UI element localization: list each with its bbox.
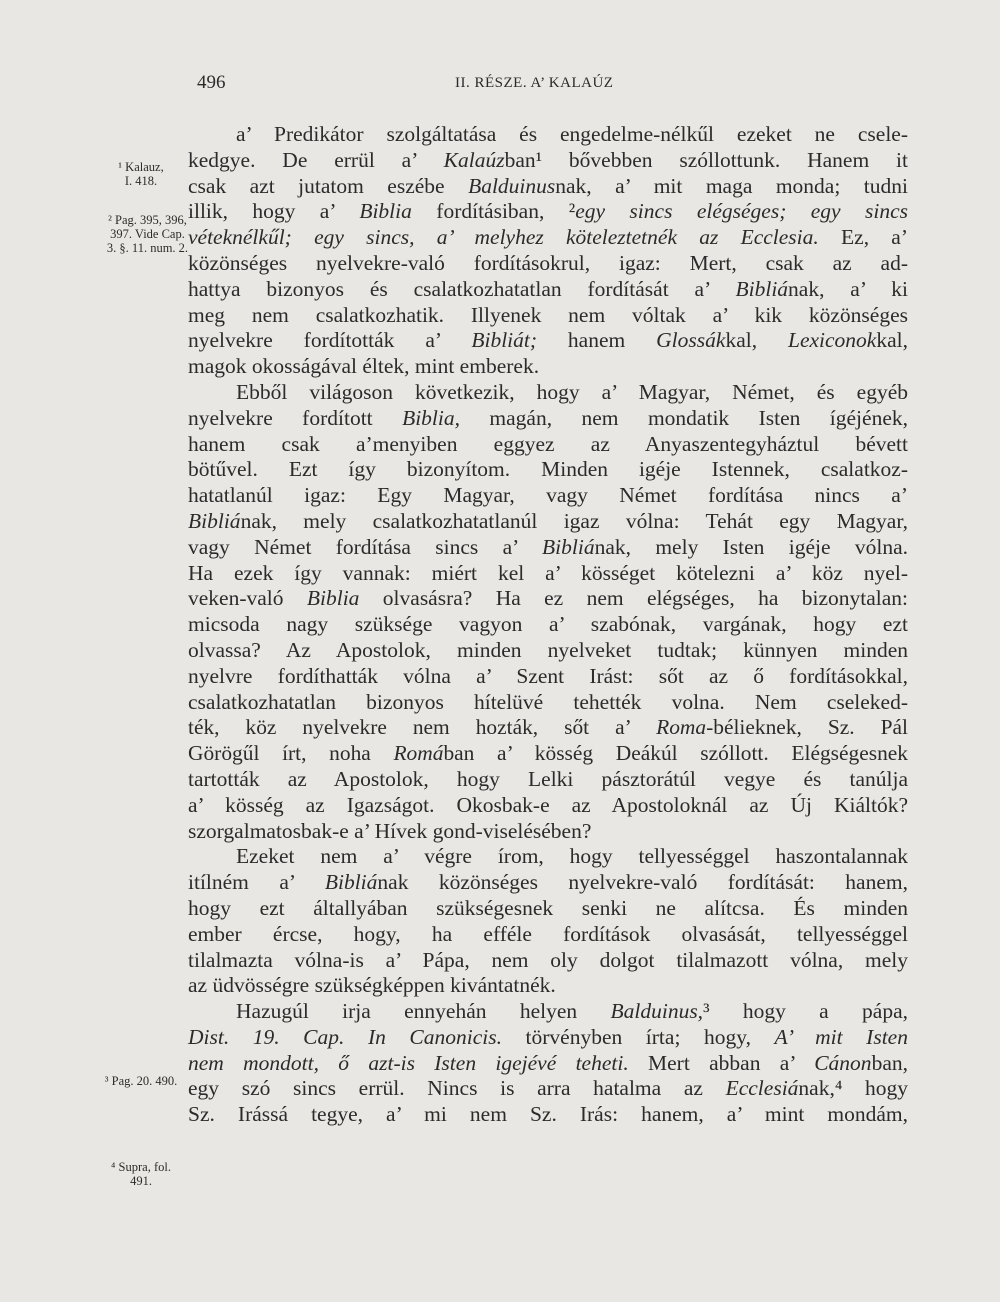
italic-run: Biblia [359, 199, 412, 224]
text-run: ték, köz nyelvekre nem hozták, sőt a’ [188, 715, 657, 740]
text-run: magok okosságával éltek, mint emberek. [188, 354, 540, 379]
margin-note-line: ³ Pag. 20. 490. [104, 1074, 178, 1088]
text-run: vagy Német fordítása sincs a’ [188, 534, 543, 559]
italic-run: Kalaúz [443, 147, 505, 172]
text-run: ban a’ kösség Deákúl szóllott. Elégségesnek [443, 741, 909, 766]
text-line [188, 277, 908, 303]
text-run: szorgalmatosbak-e a’ Hívek gond-viselésében? [188, 818, 592, 843]
text-line [188, 432, 908, 458]
text-run: hogy ezt általlyában szükségesnek senki ne alítcsa. És minden [188, 895, 908, 920]
text-line [188, 1076, 908, 1102]
text-line [188, 122, 908, 148]
text-line [188, 819, 908, 845]
text-line [188, 793, 908, 819]
text-line [188, 973, 908, 999]
italic-run: Romá [393, 741, 444, 766]
text-line [188, 199, 908, 225]
text-run: csak azt jutatom eszébe [188, 173, 469, 198]
text-line [188, 380, 908, 406]
text-line [188, 148, 908, 174]
text-run: nak közönséges nyelvekre-való fordítását: hanem, [377, 870, 908, 895]
text-run: egy szó sincs errül. Nincs is arra hatalma az [188, 1076, 726, 1101]
text-run: hanem csak a’menyiben eggyez az Anyaszentegyháztul bévett [188, 431, 908, 456]
text-run: bötűvel. Ezt így bizonyítom. Minden igéje Istennek, csalatkoz- [188, 457, 908, 482]
text-line [188, 1102, 908, 1128]
text-run: olvassa? Az Apostolok, minden nyelveket tudtak; künnyen minden [188, 637, 908, 662]
text-run: ban, [871, 1050, 908, 1075]
margin-note-line: I. 418. [124, 174, 158, 188]
text-run: Hazugúl irja ennyehán helyen [236, 999, 611, 1024]
italic-run: nem mondott, ő azt-is Isten igejévé teheti. [188, 1050, 629, 1075]
text-run: illik, hogy a’ [188, 199, 360, 224]
text-run: Ezeket nem a’ végre írom, hogy tellyességgel haszontalannak [236, 844, 908, 869]
text-line [188, 612, 908, 638]
text-run: nyelvre fordíthatták vólna a’ Szent Irást: sőt az ő fordításokkal, [188, 663, 908, 688]
text-line [188, 896, 908, 922]
text-line [188, 948, 908, 974]
italic-run: Bibliá [188, 508, 241, 533]
margin-note-1 [100, 160, 182, 188]
margin-note-line: 397. Vide Cap. [110, 227, 185, 241]
text-run: nak, mely Isten igéje vólna. [594, 534, 908, 559]
running-title: II. RÉSZE. A’ KALAÚZ [455, 75, 614, 91]
text-run: magán, nem mondatik Isten ígéjének, [460, 405, 908, 430]
italic-run: Dist. 19. Cap. In Canonicis. [188, 1024, 502, 1049]
margin-note-4 [100, 1160, 182, 1188]
text-line [188, 1051, 908, 1077]
text-line [188, 457, 908, 483]
text-line [188, 664, 908, 690]
italic-run: Biblia, [402, 405, 460, 430]
text-run: tilalmazta vólna-is a’ Pápa, nem oly dolgot tilalmazott vólna, mely [188, 947, 908, 972]
italic-run: Roma [656, 715, 707, 740]
italic-run: Glossák [656, 328, 726, 353]
text-run: itílném a’ [188, 870, 325, 895]
margin-note-line: ² Pag. 395, 396, [108, 213, 187, 227]
text-line [188, 638, 908, 664]
italic-run: Cánon [814, 1050, 872, 1075]
text-line [188, 870, 908, 896]
text-run: hatatlanúl igaz: Egy Magyar, vagy Német fordítása nincs a’ [188, 483, 908, 508]
body-text [188, 122, 908, 1128]
text-line [188, 174, 908, 200]
text-run: nak, a’ ki [788, 276, 908, 301]
text-run: kal, [725, 328, 788, 353]
text-line [188, 483, 908, 509]
text-run: csalatkozhatatlan bizonyos hítelüvé tehették volna. Nem cseleked- [188, 689, 908, 714]
margin-note-2 [100, 213, 195, 255]
text-run: meg nem csalatkozhatik. Illyenek nem vóltak a’ kik közönséges [188, 302, 908, 327]
text-line [188, 303, 908, 329]
text-run: Mert abban a’ [628, 1050, 815, 1075]
text-run: nyelvekre fordított [188, 405, 403, 430]
text-run: a’ kösség az Igazságot. Okosbak-e az Apostoloknál az Új Kiáltók? [188, 792, 908, 817]
text-line [188, 328, 908, 354]
text-line [188, 999, 908, 1025]
text-run: veken-való [188, 586, 307, 611]
italic-run: Bibliát; [471, 328, 538, 353]
text-line [188, 251, 908, 277]
text-line [188, 354, 908, 380]
italic-run: Bibliá [324, 870, 378, 895]
text-run: -bélieknek, Sz. Pál [706, 715, 908, 740]
text-line [188, 535, 908, 561]
text-run: törvényben írta; hogy, [501, 1024, 775, 1049]
text-run: nyelvekre fordították a’ [188, 328, 472, 353]
text-line [188, 844, 908, 870]
text-line [188, 690, 908, 716]
italic-run: Balduinus, [610, 999, 704, 1024]
text-run: ember ércse, hogy, ha efféle fordítások olvasását, tellyességgel [188, 921, 908, 946]
text-run: olvasásra? Ha ez nem elégséges, ha bizonytalan: [359, 586, 908, 611]
text-line [188, 406, 908, 432]
text-run: nak, a’ mit maga monda; tudni [555, 173, 908, 198]
margin-note-line: 491. [130, 1174, 152, 1188]
margin-note-3 [100, 1074, 182, 1088]
text-run: micsoda nagy szüksége vagyon a’ szabónak, vargának, hogy ezt [188, 612, 908, 637]
text-line [188, 767, 908, 793]
margin-note-line: 3. §. 11. num. 2. [106, 241, 189, 255]
italic-run: Biblia [306, 586, 360, 611]
italic-run: A’ mit Isten [774, 1024, 908, 1049]
text-run: a’ Predikátor szolgáltatása és engedelme-nélkűl ezeket ne csele- [236, 122, 908, 146]
text-run: kedgye. De errül a’ [188, 147, 444, 172]
italic-run: Balduinus [468, 173, 556, 198]
text-run: Ez, a’ [818, 225, 908, 250]
text-run: ban¹ bővebben szóllottunk. Hanem it [504, 147, 908, 172]
text-run: Sz. Irássá tegye, a’ mi nem Sz. Irás: hanem, a’ mint mondám, [188, 1102, 908, 1127]
text-run: Görögűl írt, noha [188, 741, 394, 766]
text-line [188, 561, 908, 587]
italic-run: egy sincs elégséges; egy sincs [575, 199, 908, 224]
margin-note-line: ¹ Kalauz, [118, 160, 164, 174]
text-run: hanem [537, 328, 657, 353]
text-run: ³ hogy a pápa, [703, 999, 908, 1024]
text-run: nak, mely csalatkozhatatlanúl igaz vólna: Tehát egy Magyar, [240, 508, 908, 533]
italic-run: Bibliá [542, 534, 595, 559]
text-line [188, 922, 908, 948]
margin-note-line: ⁴ Supra, fol. [111, 1160, 171, 1174]
text-run: hattya bizonyos és csalatkozhatatlan fordítását a’ [188, 276, 736, 301]
text-run: fordításiban, ² [411, 199, 576, 224]
text-run: az üdvösségre szükségképpen kivántatnék. [188, 973, 556, 998]
text-line [188, 225, 908, 251]
italic-run: véteknélkűl; egy sincs, a’ melyhez köteleztetnék az Ecclesia. [188, 225, 819, 250]
text-line [188, 1025, 908, 1051]
italic-run: Lexiconok [787, 328, 877, 353]
text-run: Ebből világoson következik, hogy a’ Magyar, Német, és egyéb [236, 379, 908, 404]
text-line [188, 741, 908, 767]
text-run: nak,⁴ hogy [798, 1076, 908, 1101]
text-run: kal, [876, 328, 908, 353]
text-line [188, 715, 908, 741]
text-line [188, 509, 908, 535]
italic-run: Bibliá [735, 276, 789, 301]
italic-run: Ecclesiá [725, 1076, 799, 1101]
text-line [188, 586, 908, 612]
page-number: 496 [197, 72, 226, 93]
text-run: Ha ezek így vannak: miért kel a’ kösséget kötelezni a’ köz nyel- [188, 560, 908, 585]
text-run: tartották az Apostolok, hogy Lelki pásztorátúl vegye és tanúlja [188, 766, 908, 791]
text-run: közönséges nyelvekre-való fordításokrul, igaz: Mert, csak az ad- [188, 250, 908, 275]
